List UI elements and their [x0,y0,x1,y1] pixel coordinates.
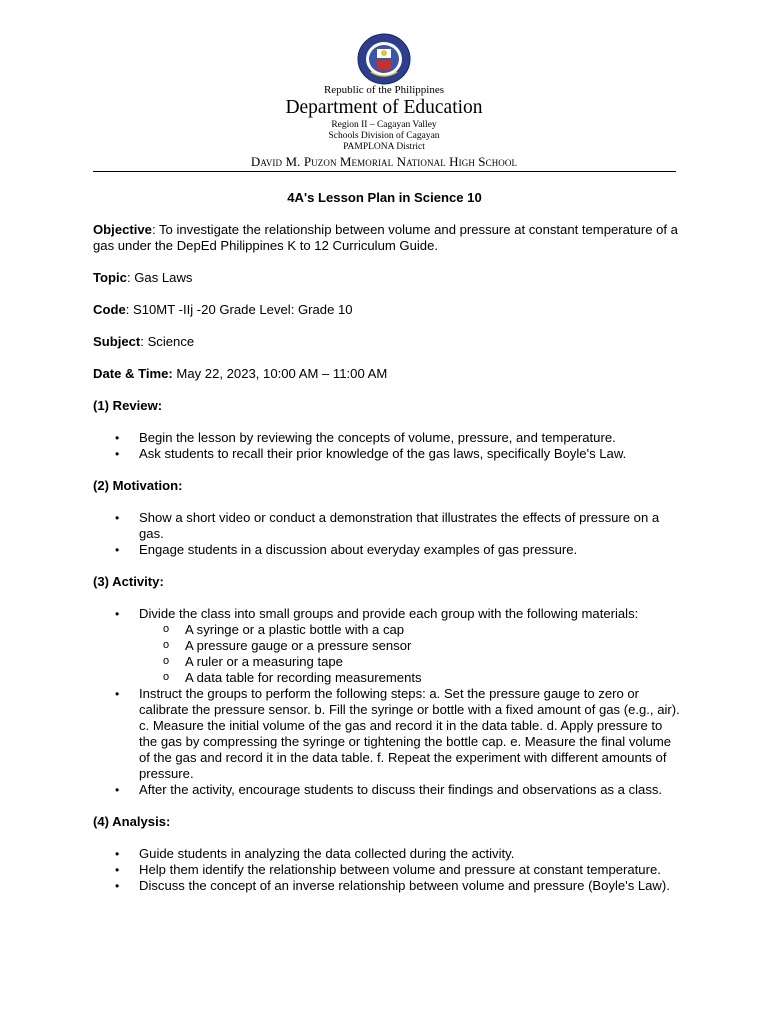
date-time-field [93,366,683,382]
objective-text: : To investigate the relationship between volume and pressure at constant temperature of a gas under the DepEd Philippines K to 12 Curriculum Guide. [93,222,678,253]
region-line: Region II – Cagayan Valley [331,120,437,130]
list-item: • Engage students in a discussion about everyday examples of gas pressure. [139,542,683,558]
objective-field [93,222,683,254]
material-item: o A data table for recording measurements [185,670,683,686]
division-line: Schools Division of Cagayan [328,131,440,141]
topic-text: : Gas Laws [126,270,193,285]
list-item: • Show a short video or conduct a demonstration that illustrates the effects of pressure on a gas. [139,510,683,542]
subject-text: : Science [140,334,195,349]
material-item: o A pressure gauge or a pressure sensor [185,638,683,654]
topic-label: Topic [93,270,127,285]
list-item: • Begin the lesson by reviewing the concepts of volume, pressure, and temperature. [139,430,683,446]
subject-label: Subject [93,334,141,349]
date-time-label: Date & Time: [93,366,173,381]
material-item: o A syringe or a plastic bottle with a cap [185,622,683,638]
review-heading: (1) Review: [93,398,163,413]
list-item [139,606,683,686]
deped-seal-icon [350,32,418,86]
district-line: PAMPLONA District [343,142,425,152]
activity-heading: (3) Activity: [93,574,164,589]
analysis-list [93,846,683,894]
material-item: o A ruler or a measuring tape [185,654,683,670]
header-divider [93,171,676,172]
school-name: David M. Puzon Memorial National High School [250,154,518,169]
review-list [93,430,683,462]
department-title: Department of Education [285,97,483,118]
topic-field [93,270,683,286]
list-item: • Help them identify the relationship between volume and pressure at constant temperature. [139,862,683,878]
republic-line: Republic of the Philippines [323,84,445,96]
materials-list [139,622,683,686]
objective-label: Objective [93,222,152,237]
lesson-plan-body [93,190,683,894]
list-item: • Ask students to recall their prior knowledge of the gas laws, specifically Boyle's Law. [139,446,683,462]
list-item: • After the activity, encourage students to discuss their findings and observations as a class. [139,782,683,798]
date-time-text: May 22, 2023, 10:00 AM – 11:00 AM [172,366,388,381]
subject-field [93,334,683,350]
activity-materials-intro: Divide the class into small groups and provide each group with the following materials: [139,606,639,621]
activity-list [93,606,683,798]
lesson-plan-title: 4A's Lesson Plan in Science 10 [287,190,482,205]
motivation-heading: (2) Motivation: [93,478,183,493]
motivation-list [93,510,683,558]
code-field [93,302,683,318]
code-label: Code [93,302,126,317]
list-item: • Instruct the groups to perform the following steps: a. Set the pressure gauge to zero or calibrate the pressure sensor. b. Fill the syringe or bottle with a fixed amount of gas (e.g., air). c. Measure the initial volume of the gas and record it in the data table. d. Apply pressure to the gas by compressing the syringe or tightening the bottle cap. e. Measure the final volume of the gas and record it in the data table. f. Repeat the experiment with different amounts of pressure. [139,686,683,782]
list-item: • Discuss the concept of an inverse relationship between volume and pressure (Boyle's Law). [139,878,683,894]
analysis-heading: (4) Analysis: [93,814,171,829]
code-text: : S10MT -IIj -20 Grade Level: Grade 10 [125,302,353,317]
list-item: • Guide students in analyzing the data collected during the activity. [139,846,683,862]
